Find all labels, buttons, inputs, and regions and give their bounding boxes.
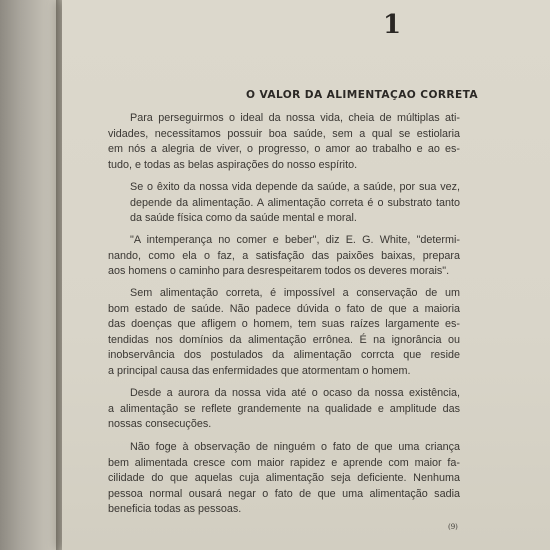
text-line: Se o êxito da nossa vida depende da saúde, a saúde, por sua vez, bbox=[130, 181, 460, 193]
paragraph-5 bbox=[108, 386, 460, 433]
text-line: a principal causa das enfermidades que atormentam o homem. bbox=[108, 364, 411, 377]
text-line: das doenças que afligem o homem, tem suas raízes largamente es- bbox=[108, 318, 460, 330]
text-line: "A intemperança no comer e beber", diz E. G. White, "determi- bbox=[130, 234, 460, 246]
text-line: da saúde física como da saúde mental e moral. bbox=[130, 212, 357, 224]
text-line: bom estado de saúde. Não padece dúvida o fato de que a maioria bbox=[108, 302, 460, 315]
text-line: pessoa normal ousará negar o fato de que uma alimentação sadia bbox=[108, 487, 460, 500]
paragraph-2 bbox=[108, 180, 460, 227]
text-line: inobservância dos postulados da alimentação corrcta que reside bbox=[108, 349, 460, 361]
text-line: vidades, necessitamos possuir boa saúde, sem a qual se estiolaria bbox=[108, 127, 460, 140]
text-line: beneficia todas as pessoas. bbox=[108, 503, 242, 515]
text-line: aos homens o caminho para desrespeitarem todos os deveres morais". bbox=[108, 265, 450, 277]
page-number: (9) bbox=[448, 523, 458, 531]
text-line: Para perseguirmos o ideal da nossa vida, cheia de múltiplas ati- bbox=[130, 112, 460, 124]
chapter-number: 1 bbox=[383, 10, 402, 40]
text-line: tudo, e todas as belas aspirações do nosso espírito. bbox=[108, 158, 358, 171]
text-line: nando, como ela o faz, a satisfação das paixões baixas, prepara bbox=[108, 249, 460, 262]
paragraph-3 bbox=[108, 233, 460, 280]
text-line: a alimentação se reflete grandemente na qualidade e amplitude das bbox=[108, 402, 460, 415]
text-line: em nós a alegria de viver, o progresso, o amor ao trabalho e ao es- bbox=[108, 143, 460, 155]
text-line: bem alimentada cresce com maior rapidez e aprende com maior fa- bbox=[108, 456, 460, 469]
paragraph-4 bbox=[108, 286, 460, 379]
paragraph-1 bbox=[108, 111, 460, 173]
text-line: Não foge à observação de ninguém o fato de que uma criança bbox=[130, 441, 460, 453]
text-line: cilidade do que aquelas cuja alimentação seja deficiente. Nenhuma bbox=[108, 472, 460, 484]
paragraph-6 bbox=[108, 440, 460, 518]
text-line: nossas consecuções. bbox=[108, 418, 212, 430]
text-line: tendidas nos domínios da alimentação errônea. É na ignorância ou bbox=[108, 333, 460, 346]
chapter-title: O VALOR DA ALIMENTAÇAO CORRETA bbox=[246, 89, 479, 101]
text-line: Desde a aurora da nossa vida até o ocaso da nossa existência, bbox=[130, 387, 460, 399]
text-line: Sem alimentação correta, é impossível a conservação de um bbox=[130, 287, 460, 299]
text-line: depende da alimentação. A alimentação correta é o substrato tanto bbox=[130, 196, 460, 209]
